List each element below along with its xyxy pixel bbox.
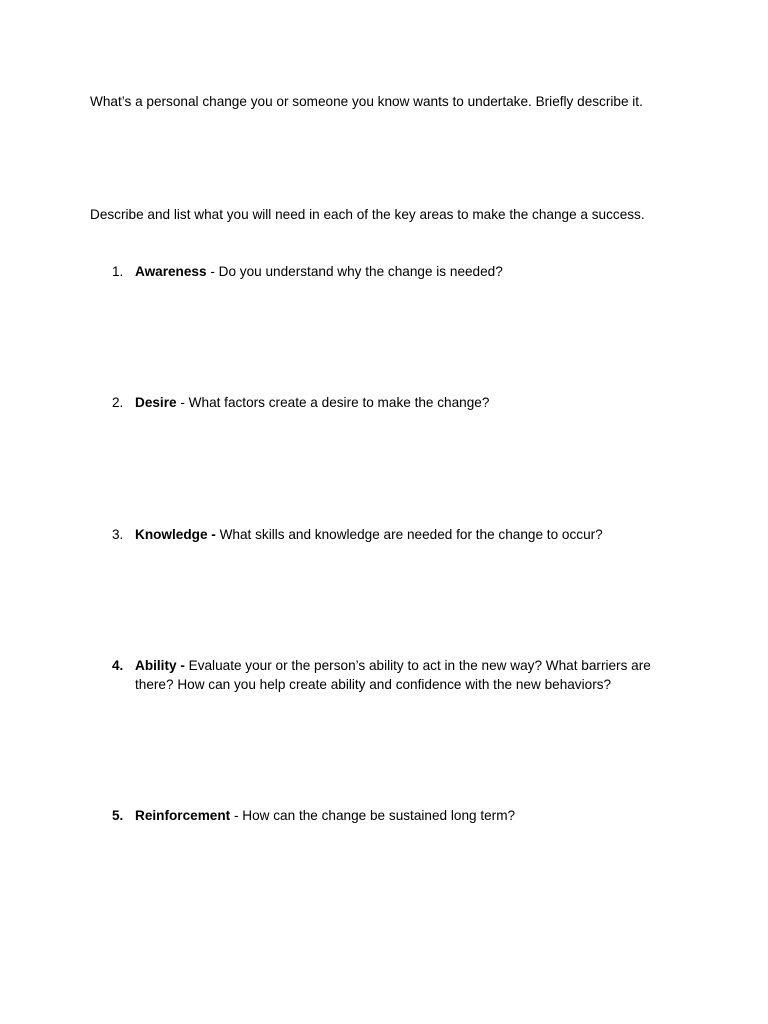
list-item-question: Do you understand why the change is needed? bbox=[218, 264, 503, 279]
list-item-text bbox=[135, 393, 670, 412]
list-item-text bbox=[135, 656, 670, 694]
list-item-text bbox=[135, 806, 670, 825]
list-item-term: Desire bbox=[135, 395, 177, 410]
list-item-term: Reinforcement bbox=[135, 808, 231, 823]
list-item-separator: - bbox=[230, 808, 243, 823]
list-item-number: 3. bbox=[112, 527, 124, 542]
list-item-separator: - bbox=[206, 264, 219, 279]
list-item-number: 5. bbox=[112, 808, 124, 823]
list-item-number: 1. bbox=[112, 264, 124, 279]
list-item-text bbox=[135, 262, 670, 281]
list-item-term: Ability - bbox=[135, 658, 185, 673]
list-item-term: Awareness bbox=[135, 264, 207, 279]
list-item-question: What factors create a desire to make the change? bbox=[188, 395, 490, 410]
list-item-term: Knowledge - bbox=[135, 527, 216, 542]
intro-prompt: What’s a personal change you or someone you know wants to undertake. Briefly describe it. bbox=[90, 94, 643, 109]
list-item-question: Evaluate your or the person’s ability to act in the new way? What barriers are there? How can you help create ability and confidence with the new behaviors? bbox=[135, 658, 651, 692]
list-item-text bbox=[135, 525, 670, 544]
list-item-question: What skills and knowledge are needed for the change to occur? bbox=[219, 527, 603, 542]
list-item-number: 4. bbox=[112, 658, 124, 673]
list-item-separator: - bbox=[176, 395, 189, 410]
list-item-question: How can the change be sustained long term? bbox=[242, 808, 516, 823]
list-item-number: 2. bbox=[112, 395, 124, 410]
key-areas-prompt: Describe and list what you will need in each of the key areas to make the change a success. bbox=[90, 207, 645, 222]
